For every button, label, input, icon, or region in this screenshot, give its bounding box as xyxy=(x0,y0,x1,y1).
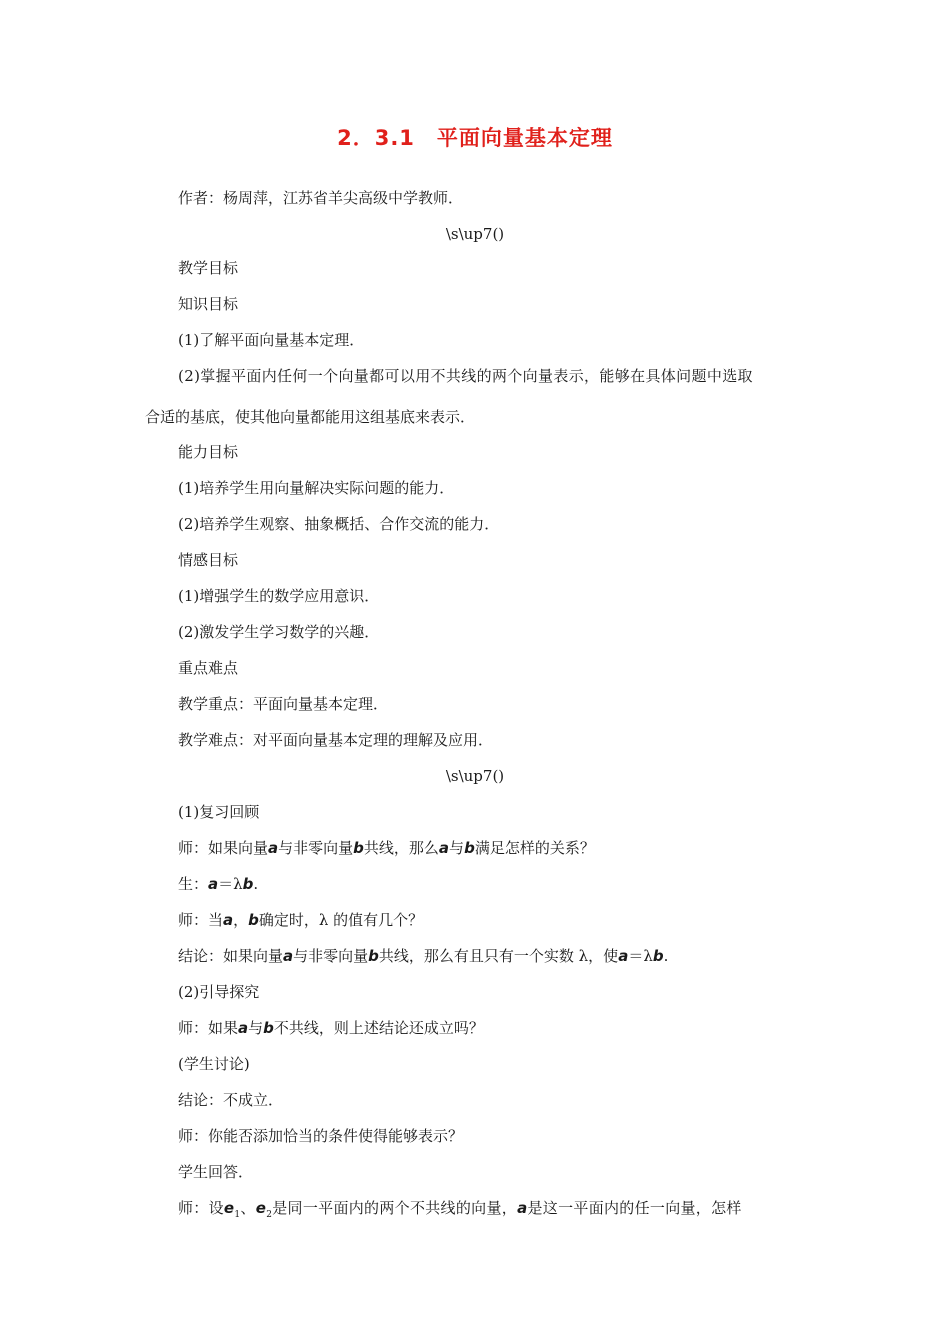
knowledge-item-1: (1)了解平面向量基本定理． xyxy=(178,331,365,349)
knowledge-item-2: (2)掌握平面内任何一个向量都可以用不共线的两个向量表示，能够在具体问题中选取 xyxy=(178,367,753,385)
dialogue-line: 师：设$e_1$、$e_2$是同一平面内的两个不共线的向量，a是这一平面内的任一向量，怎样 xyxy=(178,1199,742,1220)
emotion-item-2: (2)激发学生学习数学的兴趣． xyxy=(178,623,380,641)
field-code: \s\up7() xyxy=(445,225,505,243)
subheading-knowledge: 知识目标 xyxy=(178,295,239,313)
review-heading: (1)复习回顾 xyxy=(178,803,260,821)
subheading-ability: 能力目标 xyxy=(178,443,239,461)
ability-item-2: (2)培养学生观察、抽象概括、合作交流的能力． xyxy=(178,515,500,533)
section-heading-key: 重点难点 xyxy=(178,659,239,677)
conclusion-line: 结论：如果向量a与非零向量b共线，那么有且只有一个实数 λ，使a＝λb. xyxy=(178,947,669,965)
author-line: 作者：杨周萍，江苏省羊尖高级中学教师． xyxy=(178,189,464,207)
field-code: \s\up7() xyxy=(445,767,505,785)
dialogue-line: 师：如果向量a与非零向量b共线，那么a与b满足怎样的关系？ xyxy=(178,839,595,857)
conclusion-line: 结论：不成立． xyxy=(178,1091,284,1109)
key-point: 教学重点：平面向量基本定理． xyxy=(178,695,389,713)
knowledge-item-2-cont: 合适的基底，使其他向量都能用这组基底来表示． xyxy=(145,408,476,426)
emotion-item-1: (1)增强学生的数学应用意识． xyxy=(178,587,380,605)
dialogue-line: 师：当a，b确定时，λ 的值有几个？ xyxy=(178,911,424,929)
difficult-point: 教学难点：对平面向量基本定理的理解及应用． xyxy=(178,731,494,749)
discussion-note: (学生讨论) xyxy=(178,1055,250,1073)
answer-line: 学生回答． xyxy=(178,1163,254,1181)
dialogue-line: 生：a＝λb. xyxy=(178,875,259,893)
section-heading-goals: 教学目标 xyxy=(178,259,239,277)
dialogue-line: 师：如果a与b不共线，则上述结论还成立吗？ xyxy=(178,1019,484,1037)
guide-heading: (2)引导探究 xyxy=(178,983,260,1001)
subheading-emotion: 情感目标 xyxy=(178,551,239,569)
page-title: 2．3.1 平面向量基本定理 xyxy=(337,126,613,150)
dialogue-line: 师：你能否添加恰当的条件使得能够表示？ xyxy=(178,1127,464,1145)
ability-item-1: (1)培养学生用向量解决实际问题的能力． xyxy=(178,479,455,497)
